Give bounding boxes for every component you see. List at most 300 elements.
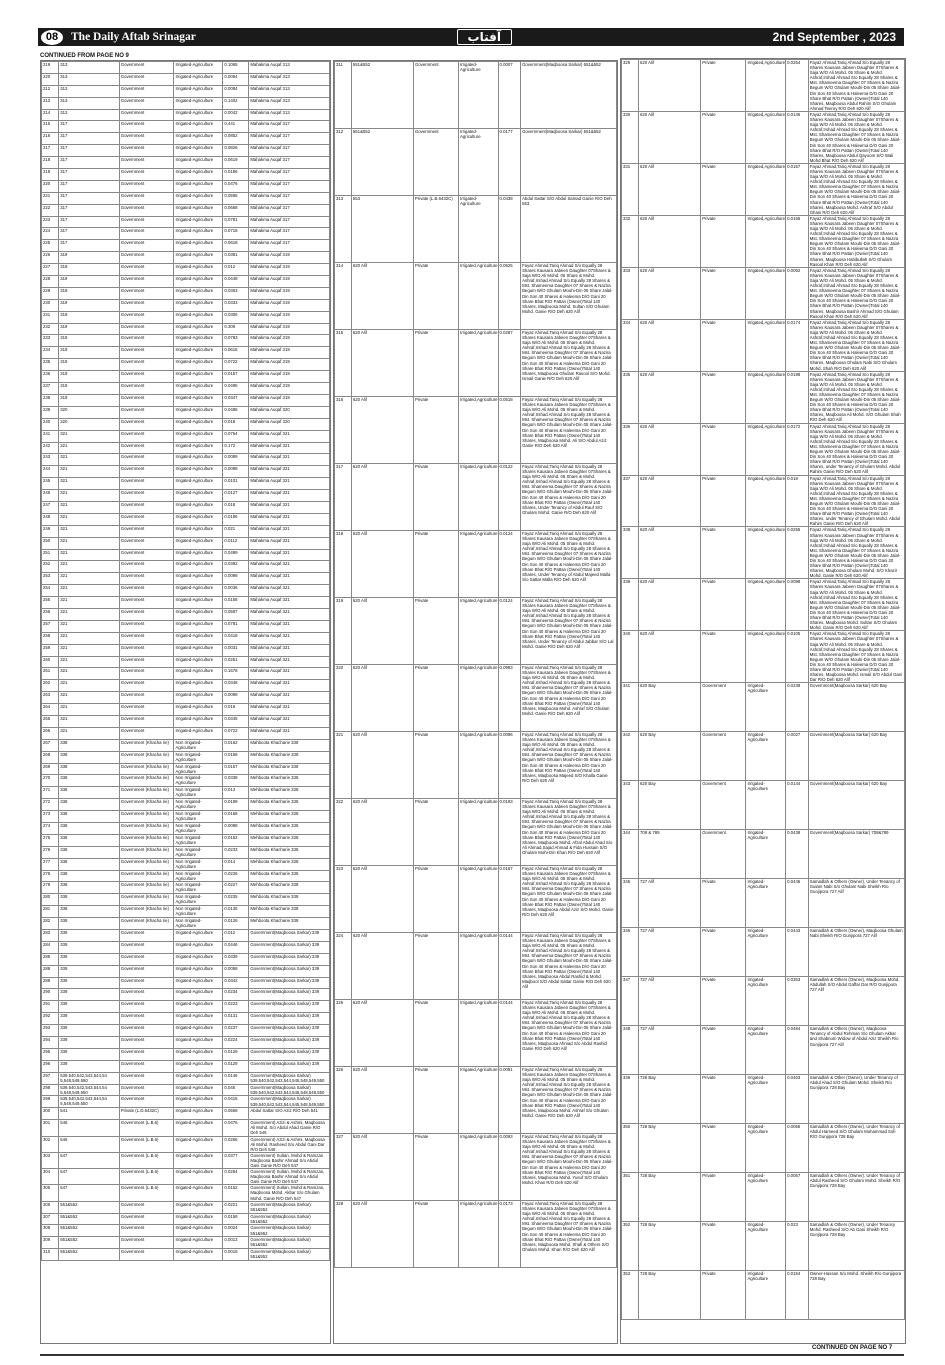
owner-cell: Mahakma Auqaf 320: [249, 406, 330, 418]
area-cell: 0.0392: [223, 561, 249, 573]
area-cell: 0.0221: [223, 1201, 249, 1213]
owner-cell: Mahakma Auqaf 313: [249, 97, 330, 109]
ownership-cell: Government (Khacha rie): [119, 763, 174, 775]
owner-cell: Mahakma Auqaf 321: [249, 632, 330, 644]
owner-cell: Mahakma Auqaf 321: [249, 668, 330, 680]
ownership-cell: Government: [119, 311, 174, 323]
land-class-cell: Irrigated,Agriculture: [459, 1134, 498, 1201]
land-class-cell: Irrigated-Agriculture: [174, 359, 223, 371]
ownership-cell: Private: [701, 1124, 746, 1173]
area-cell: 0.0093: [498, 1134, 521, 1201]
area-cell: 0.0338: [223, 775, 249, 787]
khasra-cell: 728 Bay: [638, 1222, 700, 1271]
ownership-cell: Government: [119, 1237, 174, 1249]
khasra-cell: 321: [59, 490, 119, 502]
khasra-cell: 620 Bay: [638, 732, 700, 781]
khasra-cell: 551&552: [59, 1213, 119, 1225]
serial-cell: 248: [42, 513, 59, 525]
owner-cell: Fayaz Ahmad,Tariq Ahmad S/o Equally 28 Shares Kausara Jabeen Daughter 07Shares & Saja W/O Ali Mohd. 05 Share & Mohd. Ashraf,Irshad Ahmad S/o Equally 28 Shares & Mst. Shameema Daughter 07 Shares & Nazira Begum W/O Ghulam Mouhi-Din 05 Share Jalal-Din Son 40 Shares & Haleema D/O Gani 20 Share Bhat R/O Pattan (Owner)Total 140 Shares, Maqboosa Ghulam Rasool S/O Mohd. Ismail Ganie R/O Deh 620 Alif: [521, 330, 617, 397]
owner-cell: Mahakma Auqaf 319: [249, 287, 330, 299]
ownership-cell: Government: [119, 1084, 174, 1096]
land-class-cell: Irrigated-Agriculture: [174, 1120, 223, 1136]
ownership-cell: Private: [701, 111, 746, 163]
land-class-cell: Irrigated-Agriculture: [174, 513, 223, 525]
ownership-cell: Government (Khacha rie): [119, 811, 174, 823]
area-cell: 0.0333: [223, 299, 249, 311]
khasra-cell: 313: [59, 85, 119, 97]
ownership-cell: Government: [119, 466, 174, 478]
table-row: [42, 811, 330, 823]
land-class-cell: Irrigated,Agriculture: [459, 598, 498, 665]
land-class-cell: Non Irrigated-Agriculture: [174, 894, 223, 906]
khasra-cell: 338: [59, 870, 119, 882]
owner-cell: Government(Maqboosa Sarkar) 551&552: [249, 1225, 330, 1237]
ownership-cell: Private (L.B.6432C): [413, 196, 458, 263]
owner-cell: Mehboota Khacharie 338: [249, 858, 330, 870]
serial-cell: 339: [622, 579, 639, 631]
table-row: [42, 620, 330, 632]
khasra-cell: 708 & 789: [638, 830, 700, 879]
khasra-cell: 339: [59, 1025, 119, 1037]
column-right: [620, 58, 906, 1344]
area-cell: 0.0415: [223, 1096, 249, 1108]
table-row: [42, 466, 330, 478]
ownership-cell: Government: [119, 1225, 174, 1237]
table-row: [42, 906, 330, 918]
khasra-cell: 620 Alif: [351, 933, 413, 1000]
khasra-cell: 339: [59, 930, 119, 942]
area-cell: 0.0015: [223, 1249, 249, 1261]
khasra-cell: 551&552: [351, 62, 413, 129]
area-cell: 0.0443: [786, 928, 809, 977]
serial-cell: 332: [622, 215, 639, 267]
land-class-cell: Irrigated-Agriculture: [746, 683, 786, 732]
table-row: [42, 62, 330, 74]
serial-cell: 213: [42, 97, 59, 109]
owner-cell: Mahakma Auqaf 319: [249, 299, 330, 311]
table-row: [622, 732, 905, 781]
serial-cell: 319: [335, 598, 352, 665]
area-cell: 0.0101: [223, 478, 249, 490]
khasra-cell: 319: [59, 371, 119, 383]
land-class-cell: Irrigated-Agriculture: [174, 573, 223, 585]
area-cell: 0.0238: [786, 683, 809, 732]
table-row: [42, 977, 330, 989]
owner-cell: Fayaz Ahmad,Tariq Ahmad S/o Equally 28 Shares Kausara Jabeen Daughter 07Shares & Saja W/O Ali Mohd. 05 Share & Mohd. Ashraf,Irshad Ahmad S/o Equally 28 Shares & Mst. Shameema Daughter 07 Shares & Nazira Begum W/O Ghulam Mouhi-Din 05 Share Jalal-Din Son 40 Shares & Haleema D/O Gani 20 Share Bhat R/O Pattan (Owner)Total 140 Shares, Maqboosa Ahmad S/o Abdul Rashid Ganie R/O Deh 620 Alif: [521, 1000, 617, 1067]
owner-cell: Samadlah & Others (Owner), Under Tenancy of Abdul Rasheed S/O Ghulam Mohd. Sheikh R/O Gunjipora 728 Bay: [808, 1173, 904, 1222]
khasra-cell: 338: [59, 787, 119, 799]
serial-cell: 232: [42, 323, 59, 335]
area-cell: 0.0094: [223, 73, 249, 85]
area-cell: 0.0826: [223, 145, 249, 157]
owner-cell: Samadlah & Others (Owner), Under Tenancy of Abdul Hameed S/O Ghulam Muhammad Sofi R/O Gunjipora 728 Bay: [808, 1124, 904, 1173]
area-cell: 0.0024: [223, 1225, 249, 1237]
land-class-cell: Irrigated-Agriculture: [174, 157, 223, 169]
area-cell: 0.0377: [223, 1152, 249, 1168]
land-table-left: [41, 61, 330, 1261]
land-class-cell: Irrigated,Agriculture: [459, 263, 498, 330]
area-cell: 0.021: [223, 525, 249, 537]
serial-cell: 301: [42, 1120, 59, 1136]
ownership-cell: Government (Khacha rie): [119, 739, 174, 751]
serial-cell: 221: [42, 192, 59, 204]
owner-cell: Fayaz Ahmad,Tariq Ahmad S/o Equally 28 Shares Kausara Jabeen Daughter 07Shares & Saja W/O Ali Mohd. 05 Share & Mohd. Ashraf,Irshad Ahmad S/o Equally 28 Shares & Mst. Shameema Daughter 07 Shares & Nazira Begum W/O Ghulam Mouhi-Din 05 Share Jalal-Din Son 40 Shares & Haleema D/O Gani 20 Share Bhat R/O Pattan (Owner)Total 140 Shares, Maqboosa Mohd. Ali S/O Abdul Aziz Ganie R/O Deh 620 Alif: [521, 397, 617, 464]
table-row: [42, 335, 330, 347]
ownership-cell: Government (L.B.6): [119, 1152, 174, 1168]
ownership-cell: Government: [119, 62, 174, 74]
area-cell: 0.0127: [223, 490, 249, 502]
owner-cell: Mahakma Auqaf 321: [249, 573, 330, 585]
ownership-cell: Private: [413, 799, 458, 866]
land-class-cell: Irrigated,Agriculture: [459, 799, 498, 866]
khasra-cell: 339: [59, 965, 119, 977]
area-cell: 0.0227: [223, 882, 249, 894]
table-row: [42, 882, 330, 894]
khasra-cell: 317: [59, 204, 119, 216]
table-row: [42, 264, 330, 276]
area-cell: 0.0031: [223, 644, 249, 656]
serial-cell: 290: [42, 989, 59, 1001]
land-class-cell: Irrigated-Agriculture: [174, 1213, 223, 1225]
land-class-cell: Irrigated-Agriculture: [174, 1084, 223, 1096]
serial-cell: 350: [622, 1124, 639, 1173]
khasra-cell: 339: [59, 1060, 119, 1072]
owner-cell: Mahakma Auqaf 319: [249, 394, 330, 406]
ownership-cell: Government: [119, 323, 174, 335]
owner-cell: Government(Maqboosa Sarkar) 339: [249, 1060, 330, 1072]
area-cell: 0.0223: [223, 1001, 249, 1013]
ownership-cell: Government: [119, 715, 174, 727]
area-cell: 0.1065: [223, 62, 249, 74]
area-cell: 0.0162: [223, 739, 249, 751]
table-row: [335, 196, 617, 263]
owner-cell: Mahakma Auqaf 317: [249, 228, 330, 240]
land-class-cell: Irrigated-Agriculture: [174, 941, 223, 953]
ownership-cell: Government: [119, 989, 174, 1001]
table-row: [335, 1201, 617, 1268]
land-class-cell: Irrigated-Agriculture: [174, 180, 223, 192]
khasra-cell: 321: [59, 597, 119, 609]
khasra-cell: 546: [59, 1136, 119, 1152]
area-cell: 0.0264: [223, 1169, 249, 1185]
serial-cell: 219: [42, 169, 59, 181]
table-row: [42, 311, 330, 323]
land-class-cell: Irrigated-Agriculture: [174, 549, 223, 561]
area-cell: 0.0486: [223, 406, 249, 418]
serial-cell: 251: [42, 549, 59, 561]
table-row: [42, 787, 330, 799]
land-class-cell: Irrigated-Agriculture: [174, 371, 223, 383]
table-row: [42, 347, 330, 359]
khasra-cell: 620 Alif: [351, 665, 413, 732]
table-row: [622, 1026, 905, 1075]
area-cell: 0.0084: [223, 85, 249, 97]
table-row: [42, 1249, 330, 1261]
area-cell: 0.019: [223, 704, 249, 716]
ownership-cell: Government: [119, 157, 174, 169]
land-class-cell: Irrigated-Agriculture: [459, 196, 498, 263]
owner-cell: Government(Maqboosa Sarkar) 551&552: [249, 1237, 330, 1249]
owner-cell: Government(Maqboosa Sarkar) 551&552: [249, 1201, 330, 1213]
owner-cell: Abdul Sattar S/O Aziz R/O Deh 541: [249, 1108, 330, 1120]
land-class-cell: Irrigated-Agriculture: [174, 73, 223, 85]
area-cell: 0.0484: [786, 1026, 809, 1075]
land-class-cell: Irrigated-Agriculture: [459, 129, 498, 196]
ownership-cell: Private: [413, 866, 458, 933]
owner-cell: Mahakma Auqaf 321: [249, 513, 330, 525]
table-row: [42, 941, 330, 953]
table-row: [622, 977, 905, 1026]
serial-cell: 306: [42, 1201, 59, 1213]
serial-cell: 235: [42, 359, 59, 371]
land-class-cell: Irrigated,Agriculture: [746, 527, 786, 579]
table-row: [42, 930, 330, 942]
owner-cell: Government(Maqboosa Sarkar) 620 Bay: [808, 732, 904, 781]
column-left: [40, 60, 331, 1344]
owner-cell: Government) Sultan, Mohd & Ramzan Maqboosa Bashir Ahmad S/o Abdul Gani Ganie R/O Deh 547: [249, 1152, 330, 1168]
serial-cell: 323: [335, 866, 352, 933]
area-cell: 0.0615: [223, 347, 249, 359]
land-class-cell: Irrigated-Agriculture: [174, 430, 223, 442]
land-class-cell: Irrigated-Agriculture: [174, 109, 223, 121]
area-cell: 0.0144: [498, 933, 521, 1000]
ownership-cell: Government (Khacha rie): [119, 882, 174, 894]
area-cell: 0.0056: [786, 1124, 809, 1173]
owner-cell: Abdul Sattar S/O Abdul Samad Ganie R/O Deh 553: [521, 196, 617, 263]
ownership-cell: Private: [701, 319, 746, 371]
owner-cell: Government(Maqboosa Sarkar) 339: [249, 989, 330, 1001]
owner-cell: Mahakma Auqaf 321: [249, 537, 330, 549]
khasra-cell: 317: [59, 180, 119, 192]
land-class-cell: Irrigated,Agriculture: [459, 866, 498, 933]
land-class-cell: Irrigated-Agriculture: [746, 732, 786, 781]
table-row: [335, 799, 617, 866]
khasra-cell: 319: [59, 347, 119, 359]
land-class-cell: Irrigated-Agriculture: [746, 1075, 786, 1124]
area-cell: 0.0418: [223, 632, 249, 644]
area-cell: 0.0129: [223, 1060, 249, 1072]
ownership-cell: Government: [413, 62, 458, 129]
serial-cell: 297: [42, 1072, 59, 1084]
area-cell: 0.0495: [223, 383, 249, 395]
serial-cell: 244: [42, 466, 59, 478]
continued-on-label: CONTINUED ON PAGE NO 7: [812, 1345, 893, 1351]
serial-cell: 225: [42, 240, 59, 252]
owner-cell: Government(Maqboosa Sarkar) 539,540,542,543,544,545,548,549,550: [249, 1096, 330, 1108]
ownership-cell: Government: [413, 129, 458, 196]
table-row: [42, 169, 330, 181]
owner-cell: Fayaz Ahmad,Tariq Ahmad S/o Equally 28 Shares Kausara Jabeen Daughter 07Shares & Saja W/O Ali Mohd. 05 Share & Mohd. Ashraf,Irshad Ahmad S/o Equally 28 Shares & Mst. Shameema Daughter 07 Shares & Nazira Begum W/O Ghulam Mouhi-Din 05 Share Jalal-Din Son 40 Shares & Haleema D/O Gani 20 Share Bhat R/O Pattan (Owner)Total 140 Shares, Maqboosa Mohd. Shafi & Others S/O Ghulam Mohd. Khan R/O Deh 620 Alif: [521, 1201, 617, 1268]
area-cell: 0.0199: [223, 799, 249, 811]
table-row: [42, 739, 330, 751]
land-class-cell: Irrigated-Agriculture: [174, 537, 223, 549]
ownership-cell: Government: [119, 121, 174, 133]
table-row: [42, 359, 330, 371]
land-class-cell: Irrigated,Agriculture: [459, 464, 498, 531]
table-row: [335, 732, 617, 799]
ownership-cell: Private: [701, 423, 746, 475]
ownership-cell: Private: [413, 598, 458, 665]
table-row: [42, 585, 330, 597]
table-row: [42, 1185, 330, 1201]
table-row: [42, 1213, 330, 1225]
ownership-cell: Government: [701, 781, 746, 830]
table-row: [42, 1072, 330, 1084]
owner-cell: Mehboota Khacharie 338: [249, 882, 330, 894]
area-cell: 0.0013: [223, 1237, 249, 1249]
serial-cell: 326: [335, 1067, 352, 1134]
table-row: [42, 823, 330, 835]
land-class-cell: Irrigated-Agriculture: [174, 965, 223, 977]
khasra-cell: 620 Alif: [351, 330, 413, 397]
khasra-cell: 551&552: [59, 1225, 119, 1237]
serial-cell: 353: [622, 1271, 639, 1320]
ownership-cell: Government: [119, 85, 174, 97]
khasra-cell: 551&552: [59, 1201, 119, 1213]
serial-cell: 220: [42, 73, 59, 85]
table-row: [42, 121, 330, 133]
khasra-cell: 321: [59, 513, 119, 525]
area-cell: 0.0783: [223, 335, 249, 347]
khasra-cell: 319: [59, 323, 119, 335]
ownership-cell: Private: [413, 464, 458, 531]
ownership-cell: Government: [701, 732, 746, 781]
table-row: [42, 965, 330, 977]
land-class-cell: Non Irrigated-Agriculture: [174, 823, 223, 835]
owner-cell: Mahakma Auqaf 319: [249, 276, 330, 288]
ownership-cell: Private: [413, 531, 458, 598]
owner-cell: Fayaz Ahmad,Tariq Ahmad S/o Equally 28 Shares Kausara Jabeen Daughter 07Shares & Saja W/O Ali Mohd. 05 Share & Mohd. Ashraf,Irshad Ahmad S/o Equally 28 Shares & Mst. Shameema Daughter 07 Shares & Nazira Begum W/O Ghulam Mouhi-Din 05 Share Jalal-Din Son 40 Shares & Haleema D/O Gani 20 Share Bhat R/O Pattan (Owner)Total 140 Shares, Maqboosa Abdul Aziz S/O Mohd. Ganie R/O Deh 620 Alif: [521, 866, 617, 933]
khasra-cell: 319: [59, 359, 119, 371]
table-row: [335, 665, 617, 732]
table-row: [42, 989, 330, 1001]
land-class-cell: Irrigated-Agriculture: [174, 264, 223, 276]
land-class-cell: Irrigated-Agriculture: [746, 1173, 786, 1222]
serial-cell: 230: [42, 299, 59, 311]
area-cell: 0.0089: [223, 454, 249, 466]
serial-cell: 318: [335, 531, 352, 598]
khasra-cell: 319: [59, 311, 119, 323]
serial-cell: 262: [42, 680, 59, 692]
ownership-cell: Government: [119, 359, 174, 371]
khasra-cell: 320: [59, 418, 119, 430]
khasra-cell: 338: [59, 882, 119, 894]
ownership-cell: Private: [413, 330, 458, 397]
ownership-cell: Government: [119, 608, 174, 620]
khasra-cell: 320: [59, 406, 119, 418]
khasra-cell: 620 Alif: [638, 163, 700, 215]
area-cell: 0.0098: [223, 823, 249, 835]
khasra-cell: 728 Bay: [638, 1124, 700, 1173]
table-row: [42, 608, 330, 620]
serial-cell: 215: [42, 121, 59, 133]
ownership-cell: Government: [119, 1048, 174, 1060]
table-row: [42, 216, 330, 228]
table-row: [42, 371, 330, 383]
serial-cell: 231: [42, 311, 59, 323]
serial-cell: 309: [42, 1237, 59, 1249]
area-cell: 0.0233: [223, 846, 249, 858]
owner-cell: Government(Maqboosa Sarkar) 339: [249, 1013, 330, 1025]
ownership-cell: Government: [119, 1249, 174, 1261]
table-row: [42, 145, 330, 157]
ownership-cell: Government: [119, 287, 174, 299]
ownership-cell: Government: [119, 704, 174, 716]
khasra-cell: 338: [59, 858, 119, 870]
khasra-cell: 547: [59, 1152, 119, 1168]
khasra-cell: 338: [59, 834, 119, 846]
owner-cell: Government(Maqboosa Sarkar) 551&552: [521, 129, 617, 196]
land-class-cell: Irrigated-Agriculture: [174, 704, 223, 716]
ownership-cell: Government: [119, 335, 174, 347]
serial-cell: 214: [42, 109, 59, 121]
serial-cell: 346: [622, 928, 639, 977]
newspaper-logo: آفتاب: [457, 29, 512, 45]
owner-cell: Government(Maqboosa Sarkar) 708&789: [808, 830, 904, 879]
table-row: [42, 418, 330, 430]
serial-cell: 263: [42, 692, 59, 704]
khasra-cell: 321: [59, 704, 119, 716]
land-class-cell: Irrigated-Agriculture: [174, 454, 223, 466]
ownership-cell: Private: [701, 371, 746, 423]
area-cell: 0.0255: [786, 527, 809, 579]
owner-cell: Samadlah & Others (Owner), Under Tenancy of Gulam Nabi S/o Ghulam Nabi Sheikh R/o Gunjipora 727 Alif: [808, 879, 904, 928]
table-row: [42, 192, 330, 204]
serial-cell: 321: [335, 732, 352, 799]
khasra-cell: 319: [59, 299, 119, 311]
khasra-cell: 728 Bay: [638, 1271, 700, 1320]
ownership-cell: Government: [119, 1037, 174, 1049]
paper-name: The Daily Aftab Srinagar: [71, 31, 196, 43]
table-row: [42, 73, 330, 85]
table-row: [622, 527, 905, 579]
owner-cell: Mahakma Auqaf 321: [249, 597, 330, 609]
area-cell: 0.0619: [223, 157, 249, 169]
khasra-cell: 321: [59, 727, 119, 739]
serial-cell: 253: [42, 573, 59, 585]
serial-cell: 236: [42, 371, 59, 383]
area-cell: 0.0568: [223, 1108, 249, 1120]
serial-cell: 351: [622, 1173, 639, 1222]
land-class-cell: Irrigated-Agriculture: [174, 121, 223, 133]
khasra-cell: 313: [59, 62, 119, 74]
area-cell: 0.0446: [223, 941, 249, 953]
table-row: [42, 513, 330, 525]
serial-cell: 218: [42, 157, 59, 169]
owner-cell: Mehboota Khacharie 338: [249, 918, 330, 930]
land-class-cell: Non Irrigated-Agriculture: [174, 858, 223, 870]
ownership-cell: Government: [119, 1096, 174, 1108]
land-class-cell: Irrigated-Agriculture: [174, 169, 223, 181]
khasra-cell: 317: [59, 133, 119, 145]
khasra-cell: 321: [59, 632, 119, 644]
area-cell: 0.0463: [786, 1075, 809, 1124]
serial-cell: 271: [42, 787, 59, 799]
masthead: [38, 28, 904, 46]
table-row: [42, 1237, 330, 1249]
ownership-cell: Government: [119, 216, 174, 228]
area-cell: 0.0852: [223, 133, 249, 145]
land-class-cell: Irrigated-Agriculture: [746, 977, 786, 1026]
table-row: [42, 680, 330, 692]
owner-cell: Samadlah & Others (Owner), Under Tenancy Mohd. Rasheed S/O Ab Gani Sheikh R/O Gunjipora 728 Bay: [808, 1222, 904, 1271]
serial-cell: 345: [622, 879, 639, 928]
ownership-cell: Government: [119, 1072, 174, 1084]
ownership-cell: Government (Khacha rie): [119, 823, 174, 835]
land-class-cell: Irrigated-Agriculture: [174, 1237, 223, 1249]
area-cell: 0.0347: [223, 394, 249, 406]
ownership-cell: Government: [119, 668, 174, 680]
